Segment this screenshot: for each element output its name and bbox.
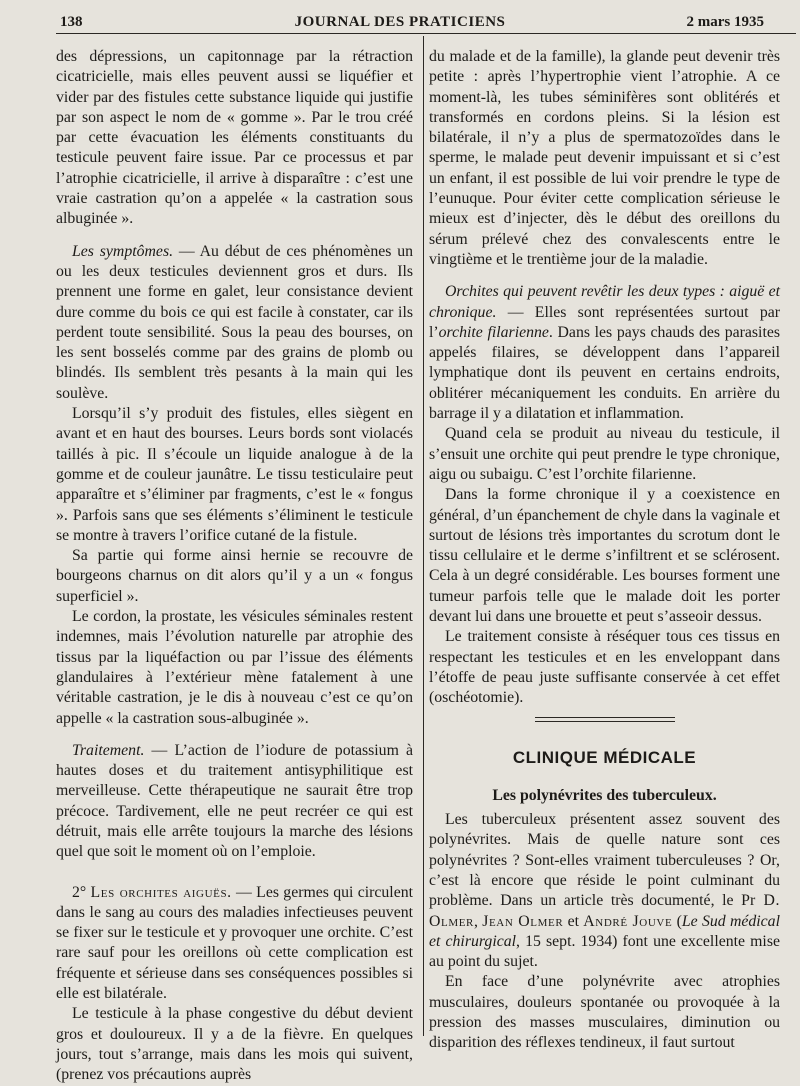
paragraph: En face d’une polynévrite avec atrophies musculaires, douleurs spontanée ou provoquée à la pression des masses musculaires, diminution ou disparition des réflexes tendineux, il faut surtout [429,973,780,1052]
column-divider [423,36,424,1036]
paragraph: Le traitement consiste à réséquer tous ces tissus en respectant les testicules et en les enveloppant dans l’étoffe de peau juste suffisante conservée à cet effet (oschéotomie). [429,628,780,707]
article-title: Les polynévrites des tuberculeux. [492,786,717,804]
paragraph: du malade et de la famille), la glande peut devenir très petite : après l’hypertrophie vient l’atrophie. A ce moment-là, les tubes séminifères sont oblitérés et transformés en cordons pleins. Si la lésion est bilatérale, il n’y a plus de spermatozoïdes dans le sperme, le malade peut devenir impuissant et si c’est un enfant, il est possible de lui voir prendre le type de l’eunuque. Pour éviter cette complication sérieuse le mieux est d’injecter, dès le début des oreillons du sérum prélevé chez des convalescents entre le vingtième et le trentième jour de la maladie. [429,48,780,268]
paragraph: Dans la forme chronique il y a coexistence en général, d’un épanchement de chyle dans la vaginale et surtout de lésions très importantes du scrotum dont le tissu cellulaire et le derme s’infiltrent et se sclérosent. Cela à un degré considérable. Les bourses forment une tumeur parfois telle que le malade doit les porter devant lui dans une brouette et peut s’asseoir dessus. [429,486,780,626]
paragraph: Les tuberculeux présentent assez souvent des polynévrites. Mais de quelle nature sont ces polynévrites ? Sont-elles vraiment tuberculeuses ? Or, c’est là encore que réside le point culminant du problème. Dans un article très documenté, le Pr D. Olmer, Jean Olmer et André Jouve (Le Sud médical et chirurgical, 15 sept. 1934) font une excellente mise au point du sujet. [429,811,781,971]
section-separator [535,717,675,722]
author-name: Jean Olmer [482,912,564,930]
subheading-orchites-deux-types: Orchites qui peuvent revêtir les deux types : aiguë et chronique. [429,283,780,321]
paragraph: Traitement. — L’action de l’iodure de potassium à hautes doses et du traitement antisyphilitique est merveilleuse. Cette thérapeutique ne saurait être trop précoce. Tardivement, elle ne peut recréer ce qui est détruit, mais elle arrête toujours la marche des lésions quel que soit le moment où on l’emploie. [56,741,413,861]
header-rule [56,33,796,34]
left-column [56,47,413,1086]
author-name: André Jouve [583,912,673,930]
author-name: D. Olmer [429,892,781,930]
cited-journal: Le Sud médical et chirurgical [429,912,780,950]
subheading-orchites-aigues: Les orchites aiguës. [90,883,232,901]
paragraph: des dépressions, un capitonnage par la rétraction cicatricielle, mais elles peuvent aussi se liquéfier et vider par des fistules cette substance liquide qui justifie par son aspect le nom de « gomme ». Par le trou créé par cette évacuation les éléments constituants du testicule peuvent faire issue. Par ce processus et par l’atrophie cicatricielle, il arrive à disparaître : c’est une vraie castration qu’on a appelée « la castration sous albuginée ». [56,48,413,228]
paragraph: Quand cela se produit au niveau du testicule, il s’ensuit une orchite qui peut prendre le type chronique, aigu ou subaigu. C’est l’orchite filarienne. [429,425,780,483]
paragraph: Lorsqu’il s’y produit des fistules, elles siègent en avant et en haut des bourses. Leurs bords sont violacés taillés à pic. Il s’écoule un liquide analogue à de la gomme et de couleur jaunâtre. Le tissu testiculaire peut apparaître et s’éliminer par fragments, c’est le « fongus ». Parfois sans que ses éléments s’éliminent le testicule se montre à travers l’orifice cutané de la fistule. [56,405,413,544]
subheading-symptomes: Les symptômes. [72,242,174,260]
paragraph: Sa partie qui forme ainsi hernie se recouvre de bourgeons charnus on dit alors qu’il y a un « fongus superficiel ». [56,547,413,605]
subheading-traitement: Traitement. [72,741,145,759]
paragraph: Le cordon, la prostate, les vésicules séminales restent indemnes, mais l’évolution naturelle par atrophie des tissus par la liquéfaction ou par l’issue des éléments glandulaires à l’extérieur mène fatalement à une véritable castration, je le dis à nouveau c’est ce qu’on appelle « la castration sous-albuginée ». [56,608,413,727]
issue-date: 2 mars 1935 [686,14,764,30]
paragraph: Orchites qui peuvent revêtir les deux types : aiguë et chronique. — Elles sont représentées surtout par l’orchite filarienne. Dans les pays chauds des parasites appelés filaires, se développent dans l’appareil lymphatique dont ils peuvent en certains endroits, oblitérer mécaniquement les conduits. En arrière du barrage il y a dilatation et inflammation. [429,283,780,423]
journal-title: JOURNAL DES PRATICIENS [294,14,506,30]
paragraph: Les symptômes. — Au début de ces phénomènes un ou les deux testicules deviennent gros et durs. Ils prennent une forme en galet, leur consistance devient dure comme du bois ce qui est facile à constater, car ils perdent toute sensibilité. Sous la peau des bourses, on les sent bosselés comme par des grains de plomb ou blindés. Ils semblent très pesants à la main qui les soulève. [56,242,413,402]
page-number: 138 [60,14,83,30]
right-column [429,47,780,1054]
paragraph: Le testicule à la phase congestive du début devient gros et douloureux. Il y a de la fièvre. En quelques jours, tout s’arrange, mais dans les mois qui suivent, (prenez vos précautions auprès [56,1005,413,1084]
section-title: CLINIQUE MÉDICALE [512,747,697,767]
paragraph: 2° Les orchites aiguës. — Les germes qui circulent dans le sang au cours des maladies infectieuses peuvent se fixer sur le testicule et y provoquer une orchite. C’est rare sauf pour les oreillons où cette complication est fréquente et sérieuse dans ses conséquences possibles si elle est bilatérale. [56,883,413,1003]
